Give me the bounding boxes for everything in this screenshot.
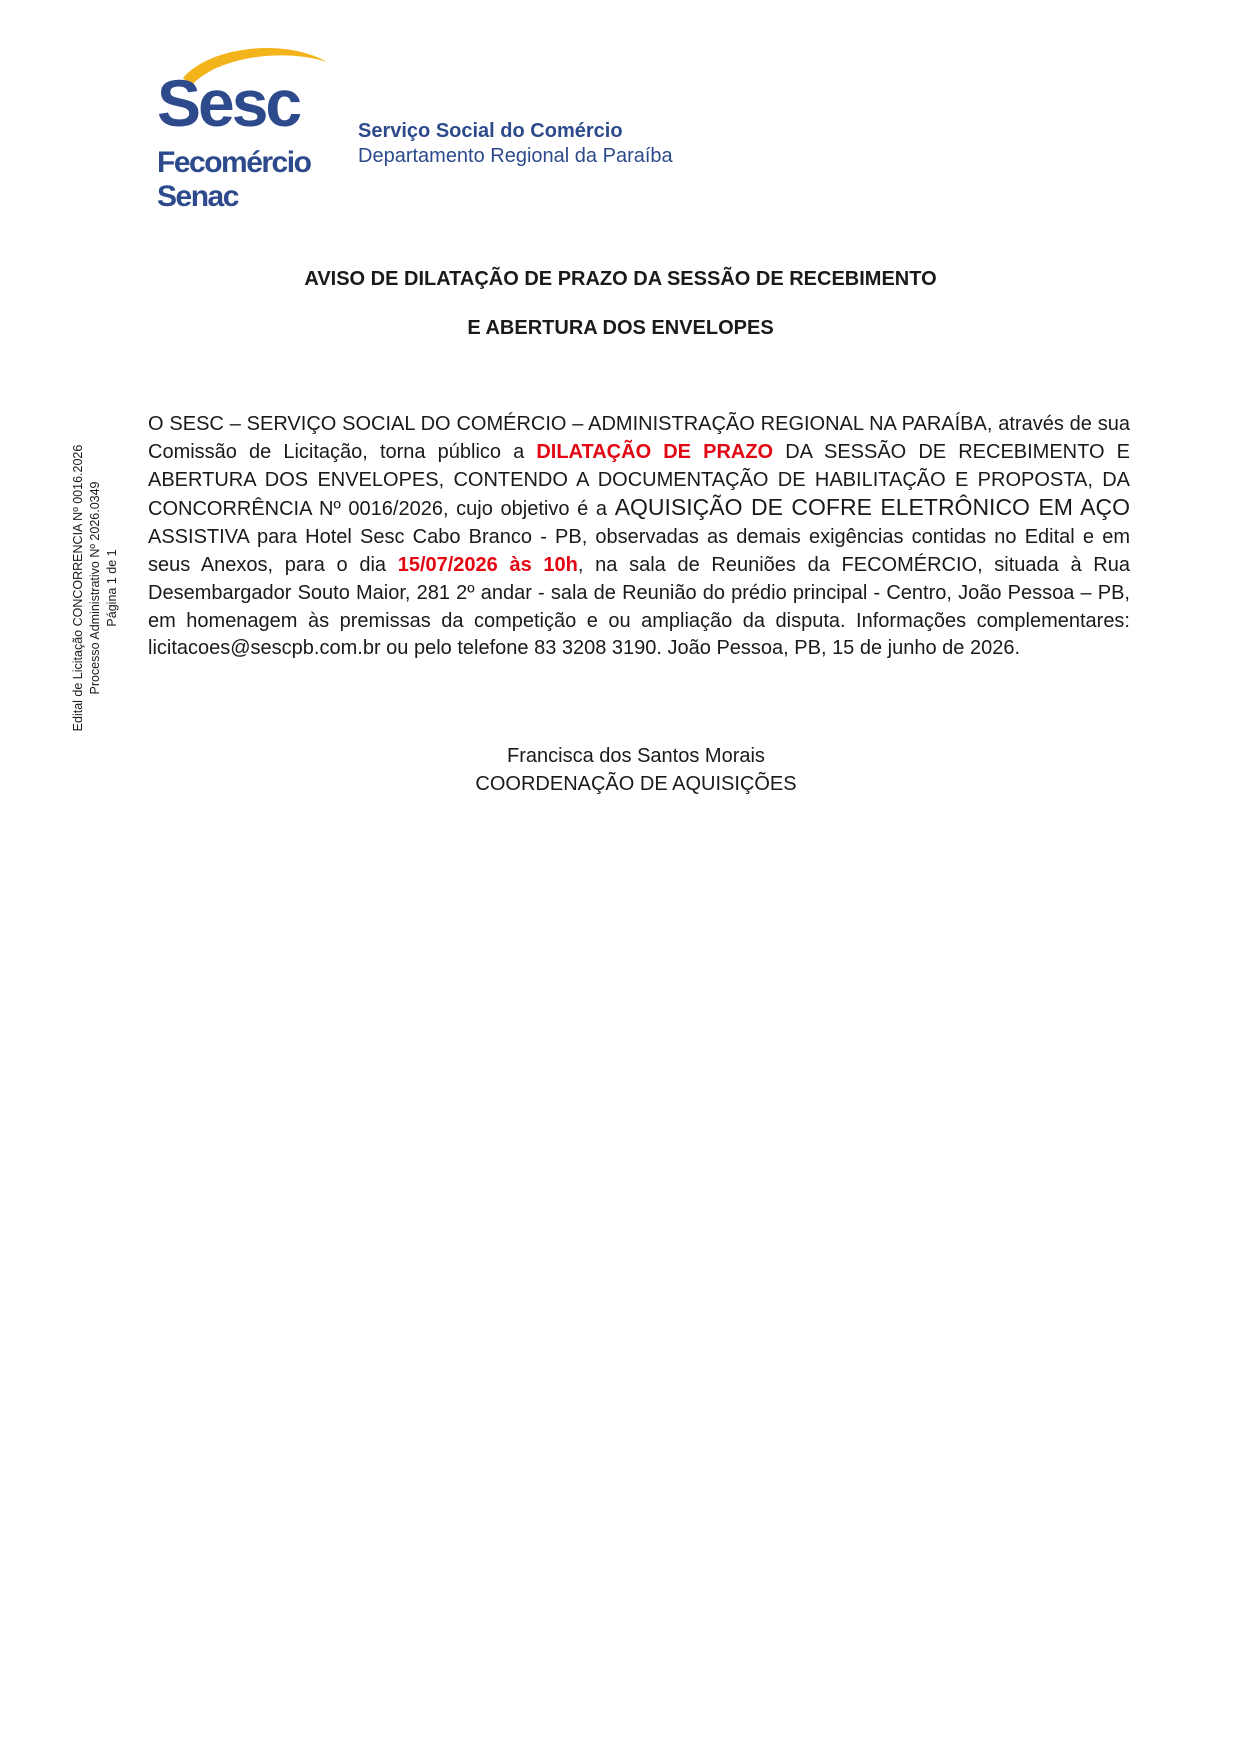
sesc-fecomercio-senac-logo — [155, 44, 335, 219]
signature-name: Francisca dos Santos Morais — [507, 745, 765, 767]
body-object: AQUISIÇÃO DE COFRE ELETRÔNICO EM AÇO — [614, 494, 1130, 521]
side-stamp-line3: Página 1 de 1 — [105, 549, 119, 627]
side-stamp-line2: Processo Administrativo Nº 2026.0349 — [88, 481, 102, 695]
logo-word-senac: Senac — [157, 180, 238, 213]
organization-department: Departamento Regional da Paraíba — [358, 145, 673, 167]
notice-body — [148, 411, 1130, 663]
organization-name: Serviço Social do Comércio — [358, 120, 623, 142]
document-title-line2: E ABERTURA DOS ENVELOPES — [467, 317, 774, 339]
logo-word-sesc: Sesc — [157, 66, 300, 140]
organization-block — [358, 119, 673, 169]
highlight-dilatacao: DILATAÇÃO DE PRAZO — [536, 440, 774, 463]
logo-graphic — [155, 44, 335, 219]
signature-role: COORDENAÇÃO DE AQUISIÇÕES — [475, 773, 797, 795]
side-stamp-line1: Edital de Licitação CONCORRENCIA Nº 0016.2026 — [71, 444, 85, 732]
logo-word-fecomercio: Fecomércio — [157, 146, 311, 179]
body-text-2: DA SESSÃO DE RECEBIMENTO E ABERTURA DOS ENVELOPES, CONTENDO A DOCUMENTAÇÃO DE HABILITAÇÃO E PROPOSTA, DA CONCORRÊNCIA Nº 0016/2026, cujo objetivo é a — [148, 440, 1130, 521]
body-text-3: ASSISTIVA para Hotel Sesc Cabo Branco - PB, observadas as demais exigências contidas no Edital e em seus Anexos, para o dia — [148, 526, 1130, 576]
side-stamp — [70, 428, 121, 748]
highlight-date: 15/07/2026 às 10h — [397, 553, 578, 576]
body-text-1: O SESC – SERVIÇO SOCIAL DO COMÉRCIO – ADMINISTRAÇÃO REGIONAL NA PARAÍBA, através de sua Comissão de Licitação, torna público a — [148, 413, 1130, 463]
document-title-line1: AVISO DE DILATAÇÃO DE PRAZO DA SESSÃO DE RECEBIMENTO — [304, 268, 937, 290]
body-text-4: , na sala de Reuniões da FECOMÉRCIO, situada à Rua Desembargador Souto Maior, 281 2º andar - sala de Reunião do prédio principal - Centro, João Pessoa – PB, em homenagem às premissas da competição e ou ampliação da disputa. Informações complementares: licitacoes@sescpb.com.br ou pelo telefone 83 3208 3190. João Pessoa, PB, 15 de junho de 2026. — [148, 553, 1130, 660]
